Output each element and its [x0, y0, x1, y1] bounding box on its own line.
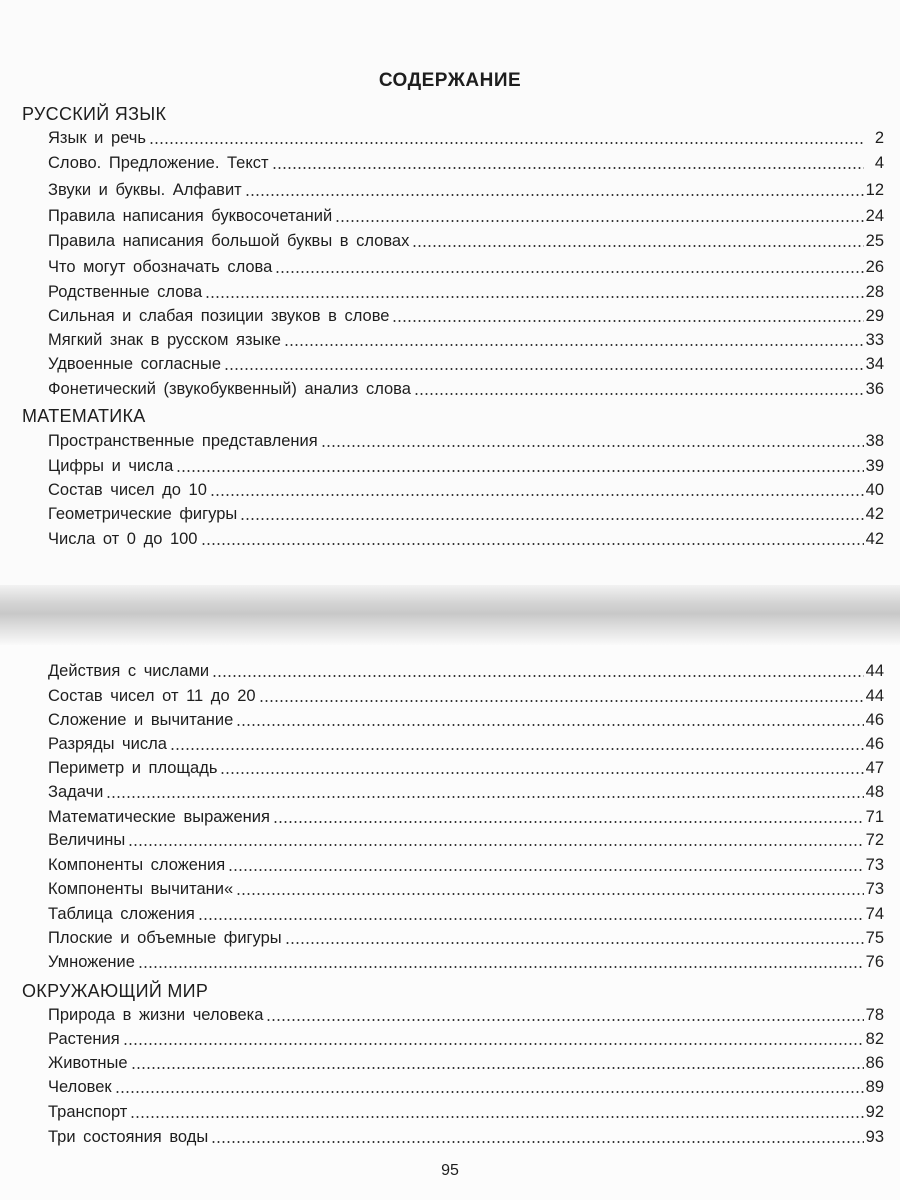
dot-leader — [259, 700, 864, 702]
toc-entry-label: Таблица сложения — [48, 905, 195, 923]
toc-entry — [48, 1027, 884, 1049]
toc-entry-label: Человек — [48, 1078, 112, 1096]
dot-leader — [106, 796, 863, 798]
toc-entry — [48, 454, 884, 476]
toc-entry-page: 48 — [865, 783, 884, 801]
toc-entry — [48, 151, 884, 173]
toc-entry-label: Родственные слова — [48, 283, 203, 301]
dot-leader — [210, 494, 864, 496]
toc-entry-page: 28 — [865, 283, 884, 301]
dot-leader — [266, 1019, 863, 1021]
toc-entry-page: 82 — [865, 1030, 884, 1048]
dot-leader — [212, 675, 864, 677]
dot-leader — [211, 1141, 863, 1143]
toc-entry-page: 34 — [865, 355, 884, 373]
dot-leader — [273, 821, 864, 823]
toc-entry-page: 75 — [865, 929, 884, 947]
toc-entry-label: Состав чисел от 11 до 20 — [48, 687, 256, 705]
toc-entry-page: 47 — [865, 759, 884, 777]
toc-entry — [48, 178, 884, 200]
dot-leader — [335, 220, 863, 222]
toc-entry — [48, 304, 884, 326]
dot-leader — [123, 1043, 864, 1045]
toc-entry-label: Удвоенные согласные — [48, 355, 222, 373]
dot-leader — [228, 869, 863, 871]
toc-entry — [48, 328, 884, 350]
toc-entry-page: 44 — [865, 662, 884, 680]
dot-leader — [414, 393, 864, 395]
toc-entry-page: 29 — [865, 307, 884, 325]
toc-entry-label: Три состояния воды — [48, 1128, 209, 1146]
dot-leader — [201, 543, 864, 545]
dot-leader — [130, 1116, 863, 1118]
toc-entry-page: 92 — [865, 1103, 884, 1121]
dot-leader — [272, 167, 864, 169]
toc-entry-label: Правила написания буквосочетаний — [48, 207, 333, 225]
toc-entry — [48, 780, 884, 802]
dot-leader — [285, 942, 864, 944]
toc-entry-label: Числа от 0 до 100 — [48, 530, 198, 548]
toc-entry-page: 2 — [874, 129, 884, 147]
toc-entry — [48, 877, 884, 899]
toc-entry-label: Геометрические фигуры — [48, 505, 238, 523]
toc-entry-label: Животные — [48, 1054, 128, 1072]
toc-entry — [48, 902, 884, 924]
toc-entry-page: 12 — [865, 181, 884, 199]
toc-entry — [48, 352, 884, 374]
toc-entry-label: Язык и речь — [48, 129, 146, 147]
dot-leader — [149, 142, 864, 144]
toc-entry-label: Плоские и объемные фигуры — [48, 929, 282, 947]
dot-leader — [245, 194, 864, 196]
dot-leader — [284, 344, 864, 346]
dot-leader — [321, 445, 864, 447]
toc-entry-page: 89 — [865, 1078, 884, 1096]
toc-entry — [48, 708, 884, 730]
toc-entry — [48, 950, 884, 972]
toc-entry-label: Сильная и слабая позиции звуков в слове — [48, 307, 390, 325]
toc-entry — [48, 502, 884, 524]
toc-entry-page: 76 — [865, 953, 884, 971]
dot-leader — [224, 368, 864, 370]
toc-entry-page: 73 — [865, 880, 884, 898]
toc-entry — [48, 1100, 884, 1122]
toc-entry-label: Действия с числами — [48, 662, 210, 680]
toc-entry-page: 93 — [865, 1128, 884, 1146]
toc-entry-page: 42 — [865, 530, 884, 548]
toc-entry — [48, 1125, 884, 1147]
dot-leader — [115, 1091, 864, 1093]
toc-entry-page: 71 — [865, 808, 884, 826]
toc-entry-page: 42 — [865, 505, 884, 523]
toc-entry — [48, 926, 884, 948]
toc-entry-label: Состав чисел до 10 — [48, 481, 207, 499]
section-title-world: ОКРУЖАЮЩИЙ МИР — [22, 981, 209, 1001]
toc-entry-page: 24 — [865, 207, 884, 225]
toc-entry-label: Пространственные представления — [48, 432, 318, 450]
toc-entry — [48, 805, 884, 827]
toc-entry-label: Периметр и площадь — [48, 759, 218, 777]
toc-entry-label: Звуки и буквы. Алфавит — [48, 181, 242, 199]
toc-entry-page: 25 — [865, 232, 884, 250]
toc-entry-page: 46 — [865, 711, 884, 729]
toc-entry — [48, 732, 884, 754]
toc-entry — [48, 204, 884, 226]
toc-entry-page: 26 — [865, 258, 884, 276]
toc-entry-page: 72 — [865, 831, 884, 849]
toc-entry-label: Что могут обозначать слова — [48, 258, 273, 276]
toc-entry — [48, 527, 884, 549]
toc-entry-label: Фонетический (звукобуквенный) анализ слова — [48, 380, 411, 398]
toc-entry-label: Умножение — [48, 953, 135, 971]
toc-entry — [48, 377, 884, 399]
dot-leader — [392, 320, 863, 322]
dot-leader — [240, 518, 863, 520]
toc-entry-label: Цифры и числа — [48, 457, 174, 475]
toc-entry — [48, 828, 884, 850]
toc-entry — [48, 280, 884, 302]
toc-entry-label: Сложение и вычитание — [48, 711, 234, 729]
toc-entry-label: Природа в жизни человека — [48, 1006, 264, 1024]
toc-entry — [48, 659, 884, 681]
toc-entry-label: Задачи — [48, 783, 104, 801]
toc-entry-page: 44 — [865, 687, 884, 705]
toc-entry — [48, 756, 884, 778]
toc-entry — [48, 684, 884, 706]
toc-entry — [48, 1075, 884, 1097]
dot-leader — [176, 470, 863, 472]
dot-leader — [198, 918, 864, 920]
toc-entry-page: 78 — [865, 1006, 884, 1024]
toc-entry-label: Слово. Предложение. Текст — [48, 154, 269, 172]
dot-leader — [128, 844, 863, 846]
toc-entry-label: Транспорт — [48, 1103, 128, 1121]
toc-entry-label: Правила написания большой буквы в словах — [48, 232, 410, 250]
toc-entry — [48, 255, 884, 277]
page-title: СОДЕРЖАНИЕ — [378, 70, 522, 91]
toc-entry-page: 4 — [874, 154, 884, 172]
toc-entry — [48, 229, 884, 251]
dot-leader — [220, 772, 863, 774]
section-title-math: МАТЕМАТИКА — [22, 406, 146, 426]
toc-entry-page: 40 — [865, 481, 884, 499]
page-fold-shadow — [0, 585, 900, 645]
toc-entry-page: 39 — [865, 457, 884, 475]
toc-entry-label: Математические выражения — [48, 808, 270, 826]
toc-entry-page: 74 — [865, 905, 884, 923]
toc-entry-label: Мягкий знак в русском языке — [48, 331, 281, 349]
toc-entry — [48, 1003, 884, 1025]
dot-leader — [205, 296, 864, 298]
dot-leader — [131, 1067, 864, 1069]
dot-leader — [138, 966, 864, 968]
dot-leader — [275, 271, 863, 273]
toc-entry-label: Растения — [48, 1030, 120, 1048]
toc-entry-page: 36 — [865, 380, 884, 398]
toc-entry — [48, 478, 884, 500]
dot-leader — [236, 893, 864, 895]
toc-entry — [48, 126, 884, 148]
toc-entry-page: 33 — [865, 331, 884, 349]
dot-leader — [170, 748, 864, 750]
toc-entry-label: Компоненты вычитани« — [48, 880, 234, 898]
dot-leader — [236, 724, 863, 726]
toc-entry — [48, 429, 884, 451]
section-title-russian: РУССКИЙ ЯЗЫК — [22, 104, 167, 124]
toc-entry-label: Компоненты сложения — [48, 856, 226, 874]
toc-entry — [48, 1051, 884, 1073]
toc-entry-label: Величины — [48, 831, 126, 849]
dot-leader — [412, 245, 863, 247]
toc-entry-page: 46 — [865, 735, 884, 753]
page-number: 95 — [441, 1162, 459, 1179]
toc-entry-page: 73 — [865, 856, 884, 874]
toc-entry-page: 86 — [865, 1054, 884, 1072]
toc-entry-label: Разряды числа — [48, 735, 167, 753]
toc-entry — [48, 853, 884, 875]
toc-entry-page: 38 — [865, 432, 884, 450]
